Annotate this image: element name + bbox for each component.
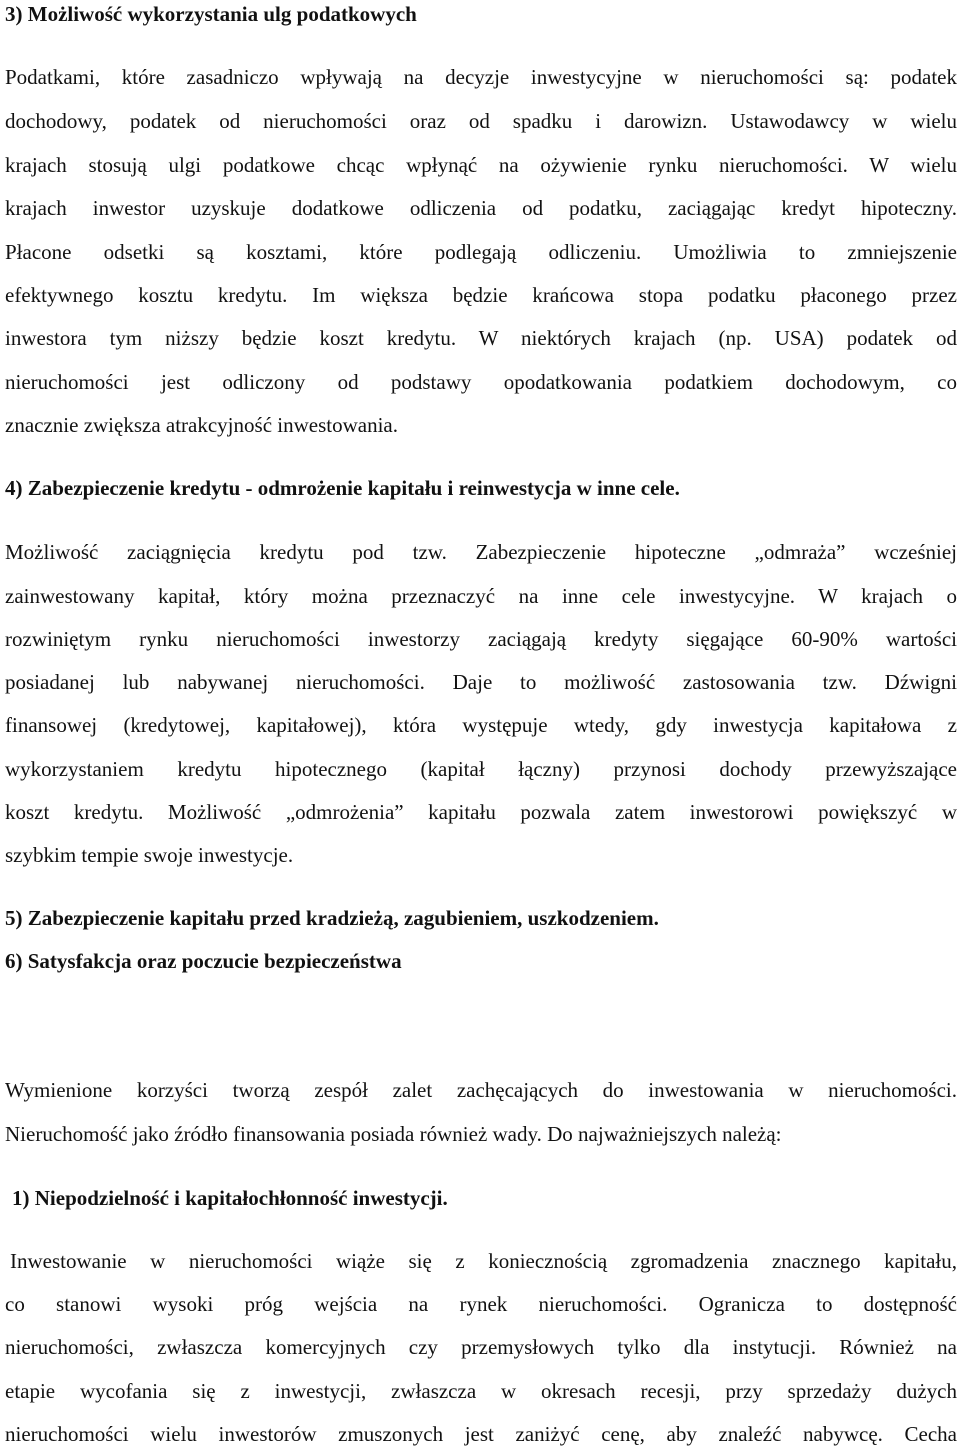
- paragraph-line: co stanowi wysoki próg wejścia na rynek nieruchomości. Ogranicza to dostępność: [5, 1292, 957, 1316]
- paragraph-line: nieruchomości jest odliczony od podstawy opodatkowania podatkiem dochodowym, co: [5, 370, 957, 394]
- paragraph-line: Wymienione korzyści tworzą zespół zalet zachęcających do inwestowania w nieruchomości.: [5, 1078, 957, 1102]
- paragraph-line: krajach stosują ulgi podatkowe chcąc wpłynąć na ożywienie rynku nieruchomości. W wielu: [5, 153, 957, 177]
- paragraph-line: inwestora tym niższy będzie koszt kredytu. W niektórych krajach (np. USA) podatek od: [5, 326, 957, 350]
- paragraph-line: finansowej (kredytowej, kapitałowej), która występuje wtedy, gdy inwestycja kapitałowa z: [5, 713, 957, 737]
- paragraph-line: rozwiniętym rynku nieruchomości inwestorzy zaciągają kredyty sięgające 60-90% wartości: [5, 627, 957, 651]
- paragraph-line: znacznie zwiększa atrakcyjność inwestowania.: [5, 413, 398, 437]
- section-6-heading: 6) Satysfakcja oraz poczucie bezpieczeństwa: [5, 949, 402, 973]
- disadvantage-1-heading: 1) Niepodzielność i kapitałochłonność inwestycji.: [12, 1186, 448, 1210]
- paragraph-line: koszt kredytu. Możliwość „odmrożenia” kapitału pozwala zatem inwestorowi powiększyć w: [5, 800, 957, 824]
- paragraph-line: wykorzystaniem kredytu hipotecznego (kapitał łączny) przynosi dochody przewyższające: [5, 757, 957, 781]
- paragraph-line: Inwestowanie w nieruchomości wiąże się z koniecznością zgromadzenia znacznego kapitału,: [10, 1249, 957, 1273]
- paragraph-line: szybkim tempie swoje inwestycje.: [5, 843, 294, 867]
- paragraph-line: nieruchomości, zwłaszcza komercyjnych czy przemysłowych tylko dla instytucji. Również na: [5, 1335, 957, 1359]
- section-4-heading: 4) Zabezpieczenie kredytu - odmrożenie kapitału i reinwestycja w inne cele.: [5, 476, 680, 500]
- section-3-heading: 3) Możliwość wykorzystania ulg podatkowych: [5, 2, 417, 26]
- paragraph-line: efektywnego kosztu kredytu. Im większa będzie krańcowa stopa podatku płaconego przez: [5, 283, 957, 307]
- paragraph-line: Płacone odsetki są kosztami, które podlegają odliczeniu. Umożliwia to zmniejszenie: [5, 240, 957, 264]
- paragraph-line: posiadanej lub nabywanej nieruchomości. Daje to możliwość zastosowania tzw. Dźwigni: [5, 670, 957, 694]
- paragraph-line: Podatkami, które zasadniczo wpływają na decyzje inwestycyjne w nieruchomości są: podatek: [5, 65, 957, 89]
- section-5-heading: 5) Zabezpieczenie kapitału przed kradzieżą, zagubieniem, uszkodzeniem.: [5, 906, 659, 930]
- paragraph-line: Nieruchomość jako źródło finansowania posiada również wady. Do najważniejszych należą:: [5, 1122, 782, 1146]
- paragraph-line: krajach inwestor uzyskuje dodatkowe odliczenia od podatku, zaciągając kredyt hipoteczny.: [5, 196, 957, 220]
- paragraph-line: dochodowy, podatek od nieruchomości oraz od spadku i darowizn. Ustawodawcy w wielu: [5, 109, 957, 133]
- paragraph-line: Możliwość zaciągnięcia kredytu pod tzw. Zabezpieczenie hipoteczne „odmraża” wcześniej: [5, 540, 957, 564]
- paragraph-line: nieruchomości wielu inwestorów zmuszonych jest zaniżyć cenę, aby znaleźć nabywcę. Cecha: [5, 1422, 957, 1446]
- paragraph-line: etapie wycofania się z inwestycji, zwłaszcza w okresach recesji, przy sprzedaży dużych: [5, 1379, 957, 1403]
- paragraph-line: zainwestowany kapitał, który można przeznaczyć na inne cele inwestycyjne. W krajach o: [5, 584, 957, 608]
